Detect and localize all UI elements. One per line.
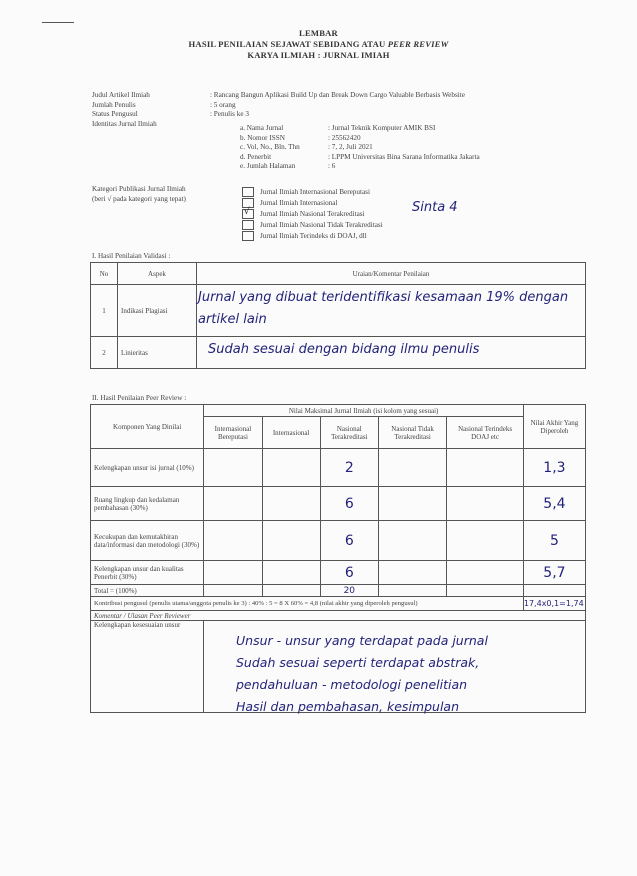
table-row: 1 Indikasi Plagiasi	[91, 285, 586, 337]
col-group: Nilai Maksimal Jurnal Ilmiah (isi kolom yang sesuai)	[204, 405, 524, 417]
category-item[interactable]: Jurnal Ilmiah Nasional Tidak Terakreditasi	[242, 219, 383, 230]
category-checklist	[242, 186, 383, 241]
table-row: 2 Linieritas	[91, 337, 586, 369]
handwritten-review-comment: Unsur - unsur yang terdapat pada jurnal Sudah sesuai seperti terdapat abstrak, pendahuluan - metodologi penelitian Hasil dan pembahasan, kesimpulan	[236, 633, 488, 714]
peer-review-table: Komponen Yang Dinilai Nilai Maksimal Jurnal Ilmiah (isi kolom yang sesuai) Nilai Akhir Yang Diperoleh Internasional Bereputasi Internasional Nasional Terakreditasi Nasional Tidak Terakreditasi Nasional Terindeks DOAJ etc Kelengkapan unsur isi jurnal (10%) 2 1,3 Ruang lingkup dan kedalaman pembahasan (30%) 6 5,4 Kecukupan dan kemutakhiran data/informasi dan metodologi (30%) 6 5 Kelengkapan unsur dan kualitas Penerbit (30%) 6 5,7 Total = (100%) 20 Kontribusi pengusul (penulis utama/anggota penulis ke 3) : 40% : 5 = 8 X 60% = 4,8 (nilai akhir yang diperoleh pengusul) 17,4x0,1=1,74 Komentar / Ulasan Peer Reviewer Kelengkapan kesesuaian unsur	[90, 404, 586, 713]
col-komponen: Komponen Yang Dinilai	[91, 405, 204, 449]
comment-header-row: Komentar / Ulasan Peer Reviewer	[91, 611, 586, 621]
meta-labels: Judul Artikel Ilmiah Jumlah Penulis Status Pengusul Identitas Jurnal Ilmiah	[92, 91, 157, 128]
journal-identity-labels: a. Nama Jurnal b. Nomor ISSN c. Vol, No., Bln. Thn d. Penerbit e. Jumlah Halaman	[240, 124, 300, 171]
checkbox[interactable]	[242, 187, 254, 197]
handwritten-linearity-comment: Sudah sesuai dengan bidang ilmu penulis	[208, 342, 480, 357]
journal-identity-values: : Jurnal Teknik Komputer AMIK BSI : 25562420 : 7, 2, Juli 2021 : LPPM Universitas Bina Sarana Informatika Jakarta : 6	[328, 124, 480, 171]
total-row: Total = (100%) 20	[91, 585, 586, 597]
category-item[interactable]: Jurnal Ilmiah Internasional	[242, 197, 383, 208]
handwritten-plagiarism-comment: Jurnal yang dibuat teridentifikasi kesamaan 19% dengan artikel lain	[198, 290, 569, 327]
category-item[interactable]: Jurnal Ilmiah Internasional Bereputasi	[242, 186, 383, 197]
checkbox[interactable]	[242, 231, 254, 241]
header-line-3: KARYA ILMIAH : JURNAL IMIAH	[247, 50, 390, 60]
meta-values: : Rancang Bangun Aplikasi Build Up dan Break Down Cargo Valuable Berbasis Website : 5 orang : Penulis ke 3	[210, 91, 465, 119]
contribution-row: Kontribusi pengusul (penulis utama/anggota penulis ke 3) : 40% : 5 = 8 X 60% = 4,8 (nilai akhir yang diperoleh pengusul) 17,4x0,1=1,74	[91, 597, 586, 611]
section-2-title: II. Hasil Penilaian Peer Review :	[92, 394, 187, 402]
col-uraian: Uraian/Komentar Penilaian	[197, 263, 586, 285]
category-item[interactable]: Jurnal Ilmiah Terindeks di DOAJ, dll	[242, 230, 383, 241]
comment-row: Kelengkapan kesesuaian unsur	[91, 621, 586, 713]
col-akhir: Nilai Akhir Yang Diperoleh	[523, 405, 585, 449]
header-line-2: HASIL PENILAIAN SEJAWAT SEBIDANG ATAU PEER REVIEW	[188, 39, 449, 49]
scan-mark	[42, 22, 74, 23]
section-1-title: I. Hasil Penilaian Validasi :	[92, 252, 171, 260]
table-row: Kelengkapan unsur isi jurnal (10%) 2 1,3	[91, 449, 586, 487]
table-row: Kecukupan dan kemutakhiran data/informasi dan metodologi (30%) 6 5	[91, 521, 586, 561]
handwritten-sinta: Sinta 4	[412, 200, 458, 215]
table-row: Kelengkapan unsur dan kualitas Penerbit (30%) 6 5,7	[91, 561, 586, 585]
table-row: Ruang lingkup dan kedalaman pembahasan (30%) 6 5,4	[91, 487, 586, 521]
col-no: No	[91, 263, 118, 285]
category-label: Kategori Publikasi Jurnal Ilmiah (beri √ pada kategori yang tepat)	[92, 185, 186, 203]
col-aspek: Aspek	[118, 263, 197, 285]
header-line-1: LEMBAR	[299, 28, 338, 38]
category-item[interactable]: √ Jurnal Ilmiah Nasional Terakreditasi	[244, 206, 365, 218]
checkbox[interactable]	[242, 220, 254, 230]
document-header	[0, 28, 637, 61]
checkbox[interactable]: √	[242, 209, 254, 219]
